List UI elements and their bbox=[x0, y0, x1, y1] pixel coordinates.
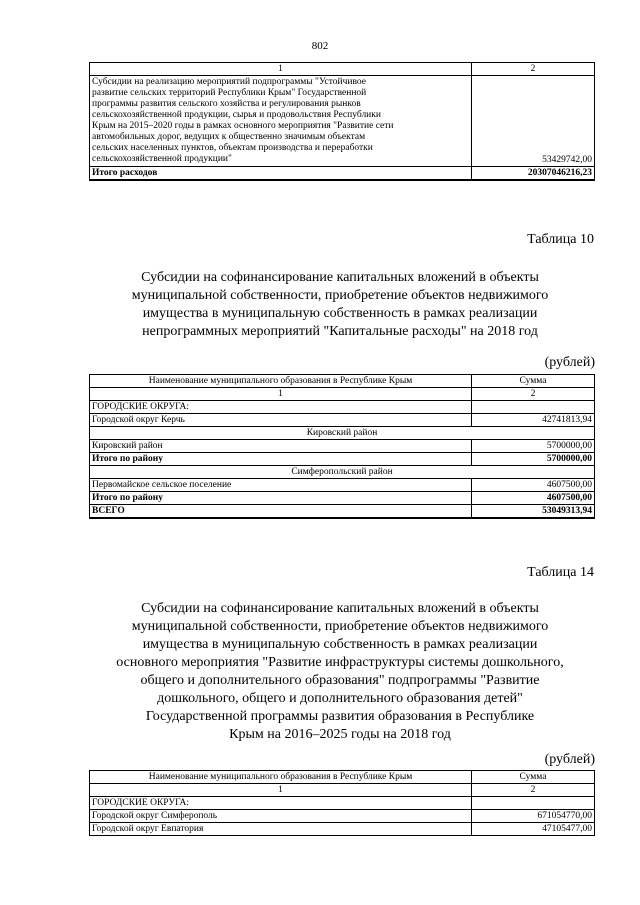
title-line: Субсидии на софинансирование капитальных вложений в объекты bbox=[141, 601, 539, 616]
table-14-unit: (рублей) bbox=[544, 752, 595, 767]
section-row bbox=[90, 797, 595, 810]
col-number-2: 2 bbox=[472, 63, 595, 76]
subsidy-line: сельских населенных пунктов, объектам производства и переработки bbox=[92, 143, 373, 153]
column-numbers-row bbox=[90, 388, 595, 401]
district-header: Симферопольский район bbox=[90, 466, 595, 479]
subsidy-line: автомобильных дорог, ведущих к общественно значимым объектам bbox=[92, 132, 366, 142]
row-name: Итого по району bbox=[90, 453, 472, 466]
grand-total-row bbox=[90, 505, 595, 519]
row-amount: 671054770,00 bbox=[472, 810, 595, 823]
table-row bbox=[90, 810, 595, 823]
page-number: 802 bbox=[311, 40, 329, 52]
row-amount: 42741813,94 bbox=[472, 414, 595, 427]
title-line: дошкольного, общего и дополнительного образования детей" bbox=[157, 691, 523, 706]
subsidy-line: сельскохозяйственной продукции, сырья и продовольствия Республики bbox=[92, 110, 381, 120]
column-numbers-row bbox=[90, 784, 595, 797]
header-sum: Сумма bbox=[472, 375, 595, 388]
row-name: Городской округ Симферополь bbox=[90, 810, 472, 823]
title-line: общего и дополнительного образования" подпрограммы "Развитие bbox=[140, 673, 540, 688]
empty-cell bbox=[472, 401, 595, 414]
row-name: ВСЕГО bbox=[90, 505, 472, 519]
title-line: Государственной программы развития образования в Республике bbox=[145, 709, 535, 724]
col-number-2: 2 bbox=[472, 784, 595, 797]
table-14-caption: Таблица 14 bbox=[527, 565, 594, 580]
total-expenses-row bbox=[90, 167, 595, 181]
top-table bbox=[89, 62, 595, 181]
district-total-row bbox=[90, 492, 595, 505]
row-amount: 4607500,00 bbox=[472, 479, 595, 492]
district-header-row bbox=[90, 427, 595, 440]
table-10-caption: Таблица 10 bbox=[527, 232, 594, 247]
header-sum: Сумма bbox=[472, 771, 595, 784]
title-line: имущества в муниципальную собственность в рамках реализации bbox=[142, 306, 538, 321]
title-line: муниципальной собственности, приобретение объектов недвижимого bbox=[131, 619, 549, 634]
district-total-row bbox=[90, 453, 595, 466]
urban-section-label: ГОРОДСКИЕ ОКРУГА: bbox=[90, 797, 472, 810]
district-header: Кировский район bbox=[90, 427, 595, 440]
col-number-1: 1 bbox=[90, 388, 472, 401]
table-10 bbox=[89, 374, 595, 519]
subsidy-line: Субсидии на реализацию мероприятий подпрограммы "Устойчивое bbox=[92, 77, 366, 87]
title-line: основного мероприятия "Развитие инфраструктуры системы дошкольного, bbox=[116, 655, 564, 670]
title-line: имущества в муниципальную собственность в рамках реализации bbox=[142, 637, 538, 652]
urban-section-label: ГОРОДСКИЕ ОКРУГА: bbox=[90, 401, 472, 414]
subsidy-line: сельскохозяйственной продукции" bbox=[92, 154, 232, 164]
row-amount: 4607500,00 bbox=[472, 492, 595, 505]
row-amount: 5700000,00 bbox=[472, 440, 595, 453]
title-line: Субсидии на софинансирование капитальных вложений в объекты bbox=[141, 270, 539, 285]
table-14-title bbox=[60, 600, 620, 744]
table-row bbox=[90, 823, 595, 836]
row-name: Городской округ Керчь bbox=[90, 414, 472, 427]
row-name: Кировский район bbox=[90, 440, 472, 453]
table-row bbox=[90, 440, 595, 453]
row-name: Итого по району bbox=[90, 492, 472, 505]
col-number-1: 1 bbox=[90, 784, 472, 797]
row-amount: 53049313,94 bbox=[472, 505, 595, 519]
column-numbers-row bbox=[90, 63, 595, 76]
col-number-2: 2 bbox=[472, 388, 595, 401]
district-header-row bbox=[90, 466, 595, 479]
title-line: муниципальной собственности, приобретение объектов недвижимого bbox=[131, 288, 549, 303]
table-10-unit: (рублей) bbox=[544, 355, 595, 370]
table-14 bbox=[89, 770, 595, 836]
row-name: Первомайское сельское поселение bbox=[90, 479, 472, 492]
table-row bbox=[90, 479, 595, 492]
header-row bbox=[90, 375, 595, 388]
header-row bbox=[90, 771, 595, 784]
total-expenses-amount: 20307046216,23 bbox=[472, 167, 595, 181]
title-line: Крым на 2016–2025 годы на 2018 год bbox=[229, 727, 451, 742]
table-row bbox=[90, 414, 595, 427]
table-10-title bbox=[60, 269, 620, 341]
subsidy-line: развитие сельских территорий Республики Крым" Государственной bbox=[92, 88, 367, 98]
row-name: Городской округ Евпатория bbox=[90, 823, 472, 836]
total-expenses-label: Итого расходов bbox=[90, 167, 472, 181]
col-number-1: 1 bbox=[90, 63, 472, 76]
title-line: непрограммных мероприятий "Капитальные расходы" на 2018 год bbox=[142, 324, 538, 339]
subsidy-amount: 53429742,00 bbox=[472, 76, 595, 167]
subsidy-line: программы развития сельского хозяйства и регулирования рынков bbox=[92, 99, 361, 109]
subsidy-line: Крым на 2015–2020 годы в рамках основного мероприятия "Развитие сети bbox=[92, 121, 394, 131]
row-amount: 5700000,00 bbox=[472, 453, 595, 466]
table-row bbox=[90, 76, 595, 167]
header-name: Наименование муниципального образования в Республике Крым bbox=[90, 375, 472, 388]
subsidy-description bbox=[90, 76, 472, 167]
header-name: Наименование муниципального образования в Республике Крым bbox=[90, 771, 472, 784]
section-row bbox=[90, 401, 595, 414]
empty-cell bbox=[472, 797, 595, 810]
row-amount: 47105477,00 bbox=[472, 823, 595, 836]
